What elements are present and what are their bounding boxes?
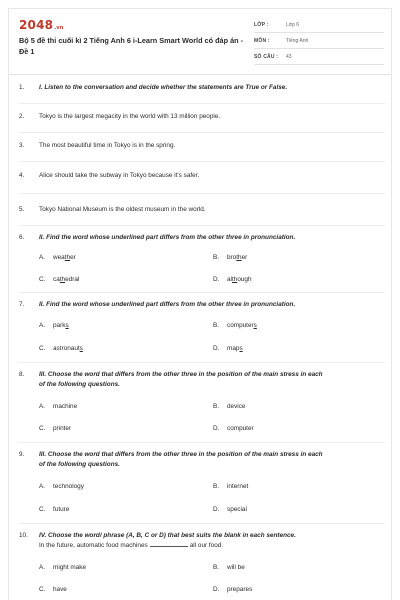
logo-main: 2048 (19, 18, 54, 32)
option-text: park (53, 322, 66, 329)
option-letter: A. (39, 254, 46, 261)
question-text: III. Choose the word that differs from the other three in the position of the main stress in each (39, 371, 323, 378)
option-text-end: er (70, 254, 76, 261)
option-text: computer (227, 322, 254, 329)
option-text: map (227, 345, 240, 352)
document-header (9, 9, 391, 75)
question-text: Tokyo National Museum is the oldest museum in the world. (39, 206, 206, 213)
divider (19, 132, 385, 133)
option-text: technology (53, 483, 84, 490)
meta-value: Tiếng Anh (286, 38, 309, 44)
option-text: bro (227, 254, 237, 261)
question-number: 8. (19, 371, 25, 378)
option-text: machine (53, 403, 78, 410)
option-text: wea (53, 254, 65, 261)
underlined-part: s (65, 322, 69, 329)
meta-value: 43 (286, 54, 292, 60)
divider (19, 523, 385, 524)
question-text: Alice should take the subway in Tokyo because it's safer. (39, 172, 200, 179)
meta-row-count (254, 49, 384, 65)
option-b[interactable] (213, 402, 245, 412)
option-letter: B. (213, 254, 220, 261)
underlined-part: s (253, 322, 257, 329)
question-text: Tokyo is the largest megacity in the world with 13 million people. (39, 113, 221, 120)
option-d[interactable] (213, 424, 254, 434)
option-b[interactable] (213, 482, 248, 492)
question-text: I. Listen to the conversation and decide whether the statements are True or False. (39, 84, 288, 91)
question-number: 3. (19, 142, 25, 149)
question-text: IV. Choose the word/ phrase (A, B, C or D) that best suits the blank in each sentence. (39, 532, 296, 539)
question-number: 9. (19, 451, 25, 458)
option-a[interactable] (39, 253, 76, 263)
option-letter: C. (39, 276, 46, 283)
option-letter: D. (213, 425, 220, 432)
answer-blank (150, 541, 188, 547)
logo-suffix: .vn (54, 25, 64, 31)
option-c[interactable] (39, 505, 69, 515)
divider (19, 103, 385, 104)
question-number: 5. (19, 206, 25, 213)
meta-row-class (254, 17, 384, 33)
site-logo[interactable] (19, 18, 64, 32)
underlined-part: s (239, 345, 243, 352)
underlined-part: th (236, 254, 242, 261)
option-letter: B. (213, 322, 220, 329)
option-d[interactable] (213, 505, 247, 515)
option-text-end: edral (65, 276, 80, 283)
option-b[interactable] (213, 563, 245, 573)
option-text: will be (227, 564, 245, 571)
question-text: II. Find the word whose underlined part differs from the other three in pronunciation. (39, 301, 296, 308)
option-a[interactable] (39, 482, 84, 492)
option-letter: C. (39, 345, 46, 352)
option-letter: D. (213, 586, 220, 593)
meta-label: SỐ CÂU : (254, 54, 279, 60)
option-a[interactable] (39, 402, 77, 412)
underlined-part: th (59, 276, 66, 283)
document-meta (254, 17, 384, 65)
question-sentence (39, 541, 385, 551)
divider (19, 362, 385, 363)
underlined-part: s (79, 345, 83, 352)
meta-value: Lớp 6 (286, 22, 300, 28)
option-letter: A. (39, 483, 46, 490)
question-number: 4. (19, 172, 25, 179)
option-letter: B. (213, 564, 220, 571)
question-text: II. Find the word whose underlined part differs from the other three in pronunciation. (39, 234, 296, 241)
option-letter: B. (213, 483, 220, 490)
option-c[interactable] (39, 344, 83, 354)
question-number: 2. (19, 113, 25, 120)
divider (19, 193, 385, 194)
option-letter: A. (39, 322, 46, 329)
option-text: might make (53, 564, 87, 571)
option-c[interactable] (39, 585, 67, 595)
option-text: have (53, 586, 67, 593)
option-letter: D. (213, 345, 220, 352)
option-text-end: er (241, 254, 248, 261)
question-text-continued: of the following questions. (39, 461, 120, 468)
option-c[interactable] (39, 424, 71, 434)
sentence-end: all our food. (189, 542, 224, 549)
option-letter: C. (39, 506, 46, 513)
option-a[interactable] (39, 321, 69, 331)
question-text-continued: of the following questions. (39, 381, 120, 388)
underlined-part: th (64, 254, 71, 261)
question-text: III. Choose the word that differs from the other three in the position of the main stress in each (39, 451, 323, 458)
option-d[interactable] (213, 585, 252, 595)
question-number: 10. (19, 532, 28, 539)
option-text: prepares (227, 586, 253, 593)
option-a[interactable] (39, 563, 86, 573)
option-d[interactable] (213, 344, 243, 354)
meta-label: LỚP : (254, 22, 269, 28)
option-c[interactable] (39, 275, 79, 285)
question-number: 6. (19, 234, 25, 241)
divider (19, 225, 385, 226)
sentence-start: In the future, automatic food machines (39, 542, 148, 549)
option-text: ca (53, 276, 60, 283)
question-number: 1. (19, 84, 25, 91)
option-text: printer (53, 425, 72, 432)
meta-label: MÔN : (254, 38, 270, 44)
option-b[interactable] (213, 253, 247, 263)
option-text: device (227, 403, 246, 410)
option-letter: D. (213, 276, 220, 283)
option-text: internet (227, 483, 249, 490)
option-letter: C. (39, 425, 46, 432)
divider (19, 442, 385, 443)
option-letter: D. (213, 506, 220, 513)
option-text: future (53, 506, 70, 513)
underlined-part: th (231, 276, 238, 283)
option-b[interactable] (213, 321, 257, 331)
option-d[interactable] (213, 275, 252, 285)
option-text-end: ough (237, 276, 252, 283)
meta-row-subject (254, 33, 384, 49)
document-title: Bộ 5 đề thi cuối kì 2 Tiếng Anh 6 i-Learn Smart World có đáp án - Đề 1 (19, 36, 244, 56)
option-letter: A. (39, 564, 46, 571)
option-text: al (227, 276, 232, 283)
document-page (8, 8, 392, 600)
divider (19, 292, 385, 293)
option-text: astronaut (53, 345, 80, 352)
question-number: 7. (19, 301, 25, 308)
divider (19, 161, 385, 162)
option-letter: B. (213, 403, 220, 410)
question-text: The most beautiful time in Tokyo is in the spring. (39, 142, 176, 149)
option-letter: A. (39, 403, 46, 410)
option-text: special (227, 506, 247, 513)
option-letter: C. (39, 586, 46, 593)
option-text: computer (227, 425, 254, 432)
